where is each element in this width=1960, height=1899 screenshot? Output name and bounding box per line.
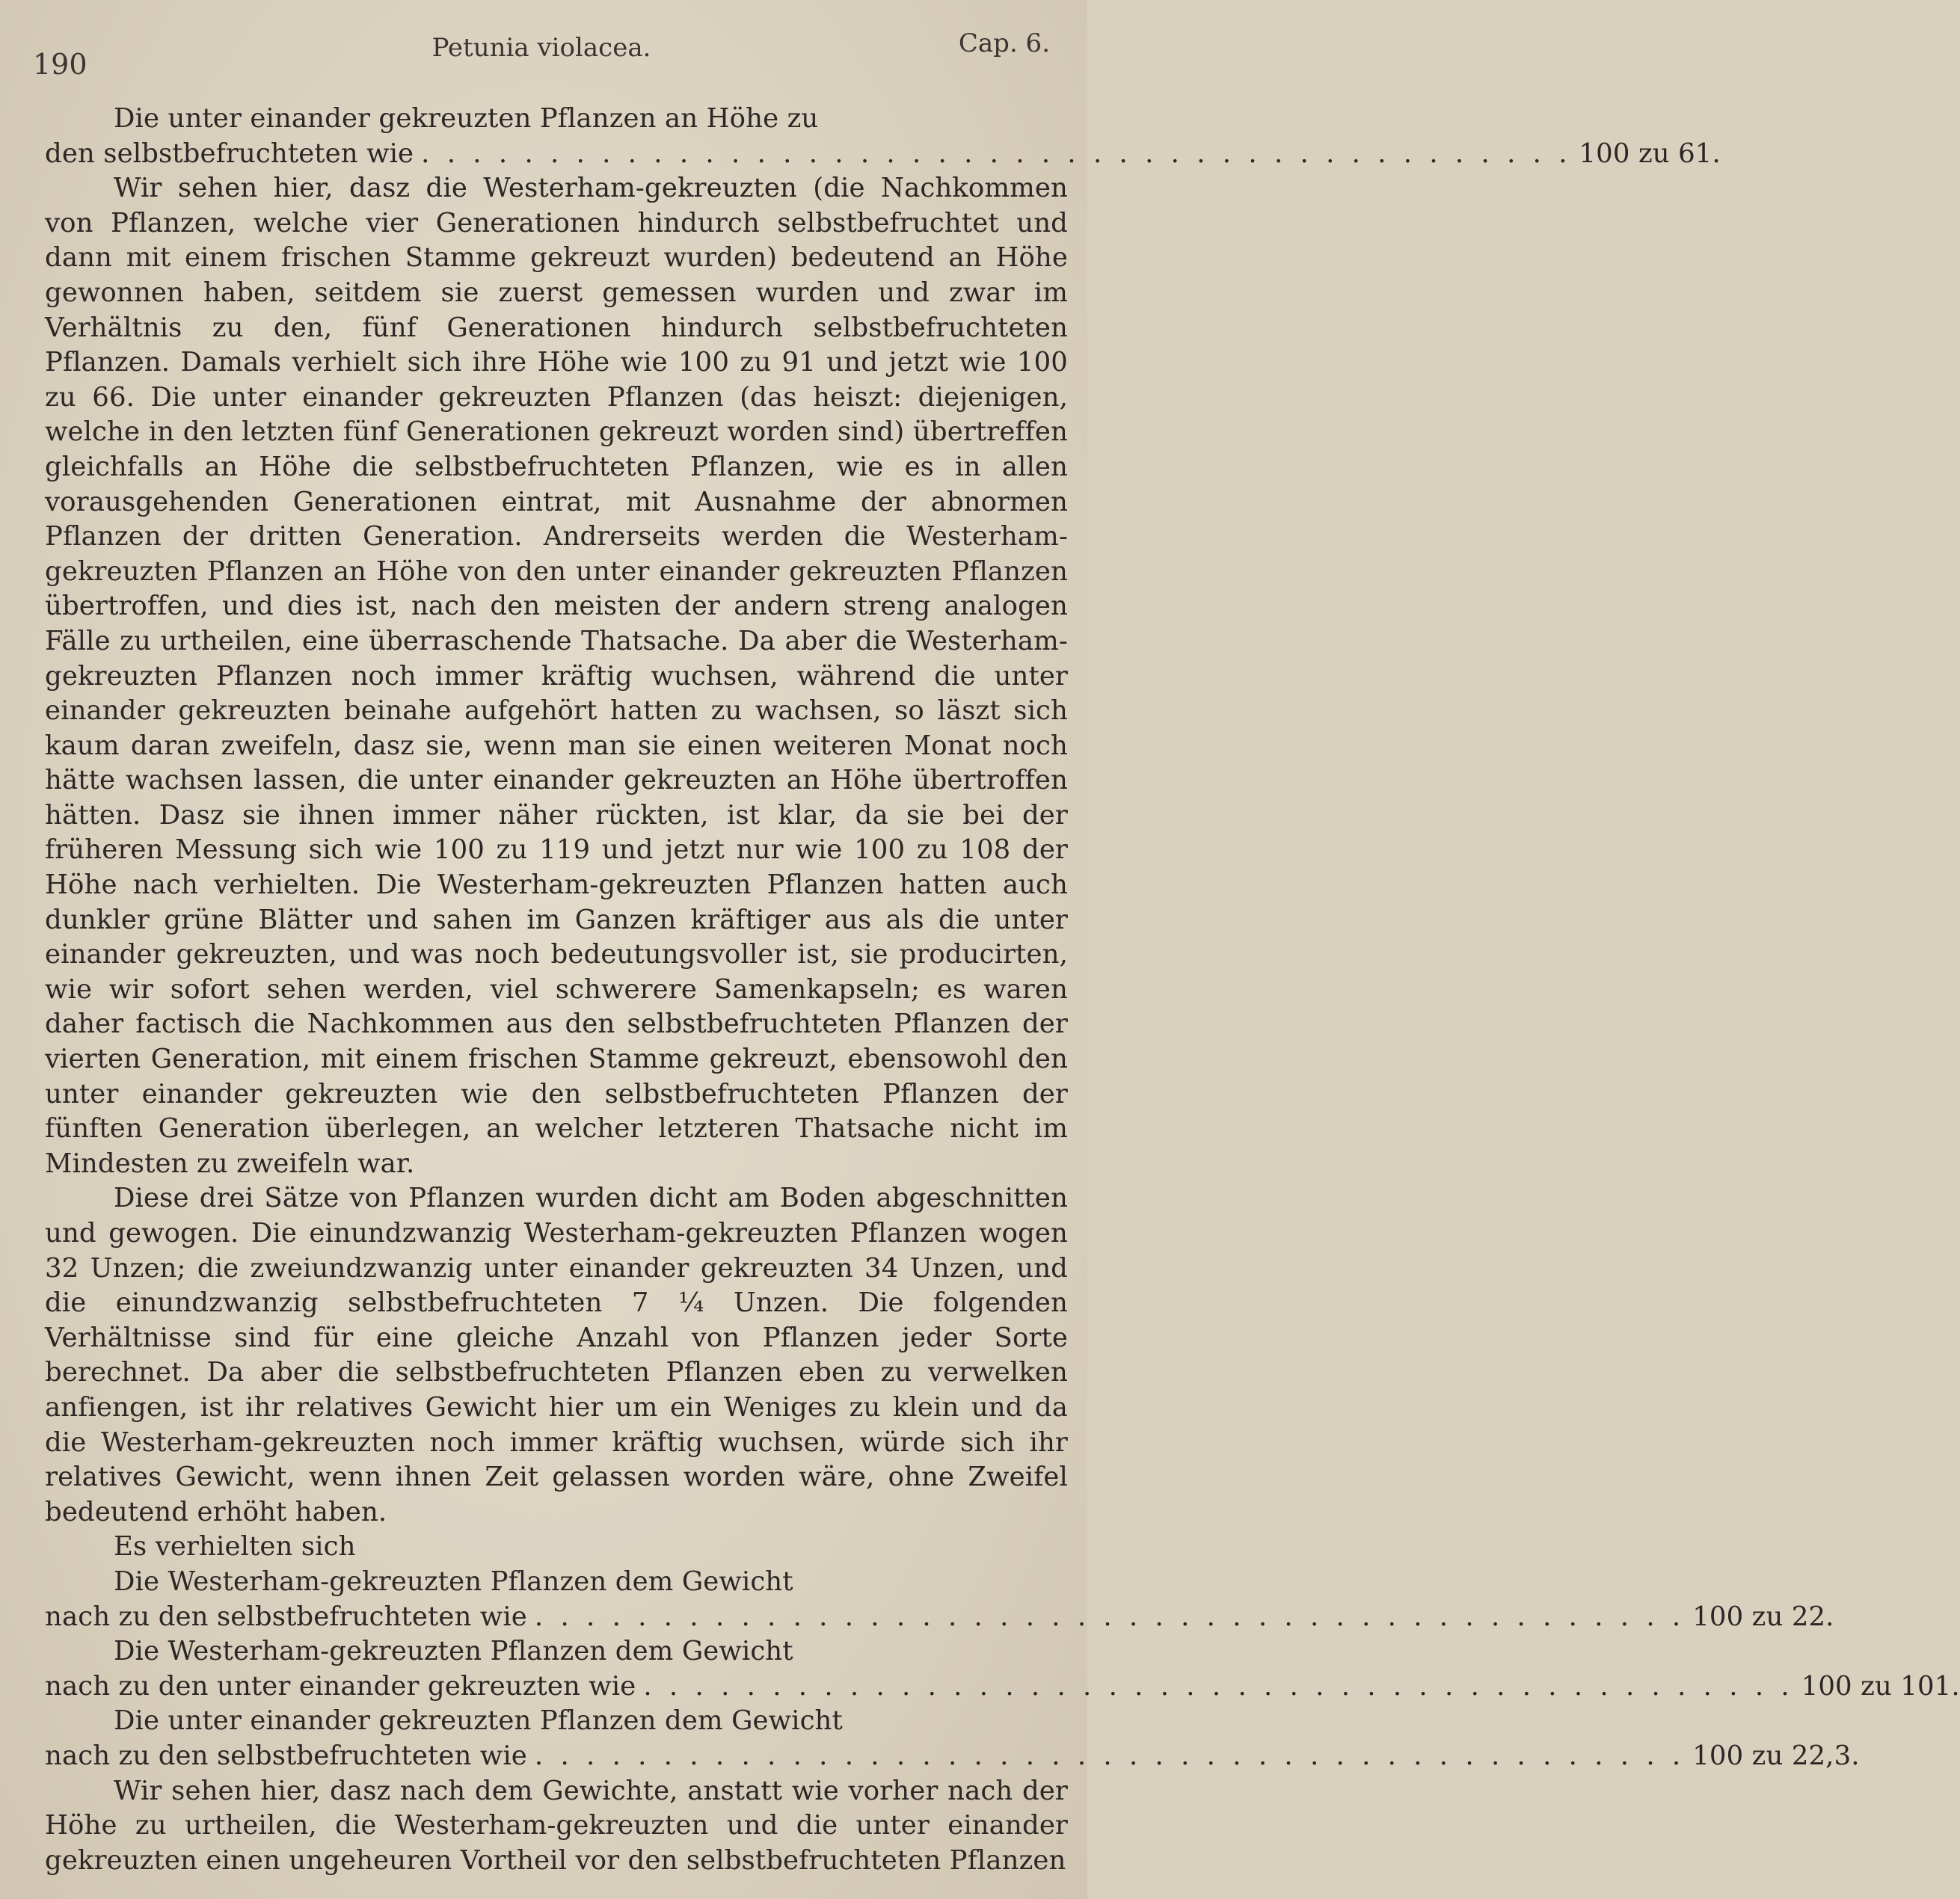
ratio-line: Die unter einander gekreuzten Pflanzen dem Gewicht bbox=[114, 1705, 843, 1737]
ratio-lead: nach zu den selbstbefruchteten wie bbox=[45, 1740, 527, 1771]
dot-leader bbox=[527, 1739, 1692, 1774]
dot-leader bbox=[414, 137, 1579, 172]
ratio-lead: den selbstbefruchteten wie bbox=[45, 138, 414, 169]
weight-ratio-3 bbox=[45, 1704, 1860, 1773]
weight-ratio-2 bbox=[45, 1634, 1960, 1704]
running-title: Petunia violacea. bbox=[431, 33, 651, 63]
ratio-value-line bbox=[45, 1739, 1860, 1774]
paragraph-2: Diese drei Sätze von Pflanzen wurden dicht am Boden abgeschnitten und gewogen. Die einundzwanzig Westerham-gekreuzten Pflanzen wogen 32 Unzen; die zweiundzwanzig unter einander gekreuzten 34 Unzen, und die einundzwanzig selbstbefruchteten 7 ¼ Unzen. Die folgenden Verhältnisse sind für eine gleiche Anzahl von Pflanzen jeder Sorte berechnet. Da aber die selbstbefruchteten Pflanzen eben zu verwelken anfiengen, ist ihr relatives Gewicht hier um ein Weniges zu klein und da die Westerham-gekreuzten noch immer kräftig wuchsen, würde sich ihr relatives Gewicht, wenn ihnen Zeit gelassen worden wäre, ohne Zweifel bedeutend erhöht haben. bbox=[45, 1183, 1068, 1527]
dot-leader bbox=[636, 1669, 1801, 1705]
ratios-intro: Es verhielten sich bbox=[114, 1531, 356, 1563]
dot-leader bbox=[527, 1600, 1692, 1635]
ratio-value-line bbox=[45, 1669, 1960, 1705]
ratio-lead: nach zu den selbstbefruchteten wie bbox=[45, 1601, 527, 1632]
chapter-label: Cap. 6. bbox=[958, 28, 1050, 58]
ratio-line: Die Westerham-gekreuzten Pflanzen dem Gewicht bbox=[114, 1566, 793, 1597]
ratio-lead: nach zu den unter einander gekreuzten wie bbox=[45, 1670, 636, 1702]
paragraph-3: Wir sehen hier, dasz nach dem Gewichte, anstatt wie vorher nach der Höhe zu urtheilen, die Westerham-gekreuzten und die unter einander gekreuzten einen ungeheuren Vortheil vor den selbstbefruchteten Pflanzen bbox=[45, 1775, 1068, 1876]
ratio-value: 100 zu 22,3. bbox=[1692, 1740, 1860, 1771]
ratio-line: Die unter einander gekreuzten Pflanzen an Höhe zu bbox=[114, 103, 819, 134]
height-ratio-block bbox=[45, 102, 1721, 171]
ratio-value-line bbox=[45, 137, 1721, 172]
ratio-value: 100 zu 61. bbox=[1579, 138, 1721, 169]
page-number: 190 bbox=[33, 48, 87, 81]
ratio-value: 100 zu 101. bbox=[1801, 1670, 1960, 1702]
ratio-line: Die Westerham-gekreuzten Pflanzen dem Gewicht bbox=[114, 1636, 793, 1667]
ratio-value: 100 zu 22. bbox=[1692, 1601, 1834, 1632]
page-body bbox=[45, 102, 1960, 1878]
paragraph-1: Wir sehen hier, dasz die Westerham-gekreuzten (die Nachkommen von Pflanzen, welche vier Generationen hindurch selbstbefruchtet und dann mit einem frischen Stamme gekreuzt wurden) bedeutend an Höhe gewonnen haben, seitdem sie zuerst gemessen wurden und zwar im Verhältnis zu den, fünf Generationen hindurch selbstbefruchteten Pflanzen. Damals verhielt sich ihre Höhe wie 100 zu 91 und jetzt wie 100 zu 66. Die unter einander gekreuzten Pflanzen (das heiszt: diejenigen, welche in den letzten fünf Generationen gekreuzt worden sind) übertreffen gleichfalls an Höhe die selbstbefruchteten Pflanzen, wie es in allen vorausgehenden Generationen eintrat, mit Ausnahme der abnormen Pflanzen der dritten Generation. Andrerseits werden die Westerham-gekreuzten Pflanzen an Höhe von den unter einander gekreuzten Pflanzen übertroffen, und dies ist, nach den meisten der andern streng analogen Fälle zu urtheilen, eine überraschende Thatsache. Da aber die Westerham-gekreuzten Pflanzen noch immer kräftig wuchsen, während die unter einander gekreuzten beinahe aufgehört hatten zu wachsen, so läszt sich kaum daran zweifeln, dasz sie, wenn man sie einen weiteren Monat noch hätte wachsen lassen, die unter einander gekreuzten an Höhe übertroffen hätten. Dasz sie ihnen immer näher rückten, ist klar, da sie bei der früheren Messung sich wie 100 zu 119 und jetzt nur wie 100 zu 108 der Höhe nach verhielten. Die Westerham-gekreuzten Pflanzen hatten auch dunkler grüne Blätter und sahen im Ganzen kräftiger aus als die unter einander gekreuzten, und was noch bedeutungsvoller ist, sie producirten, wie wir sofort sehen werden, viel schwerere Samenkapseln; es waren daher factisch die Nachkommen aus den selbstbefruchteten Pflanzen der vierten Generation, mit einem frischen Stamme gekreuzt, ebensowohl den unter einander gekreuzten wie den selbstbefruchteten Pflanzen der fünften Generation überlegen, an welcher letzteren Thatsache nicht im Mindesten zu zweifeln war. bbox=[45, 173, 1068, 1179]
ratio-value-line bbox=[45, 1600, 1834, 1635]
page-header bbox=[33, 28, 1050, 81]
weight-ratio-1 bbox=[45, 1565, 1834, 1634]
